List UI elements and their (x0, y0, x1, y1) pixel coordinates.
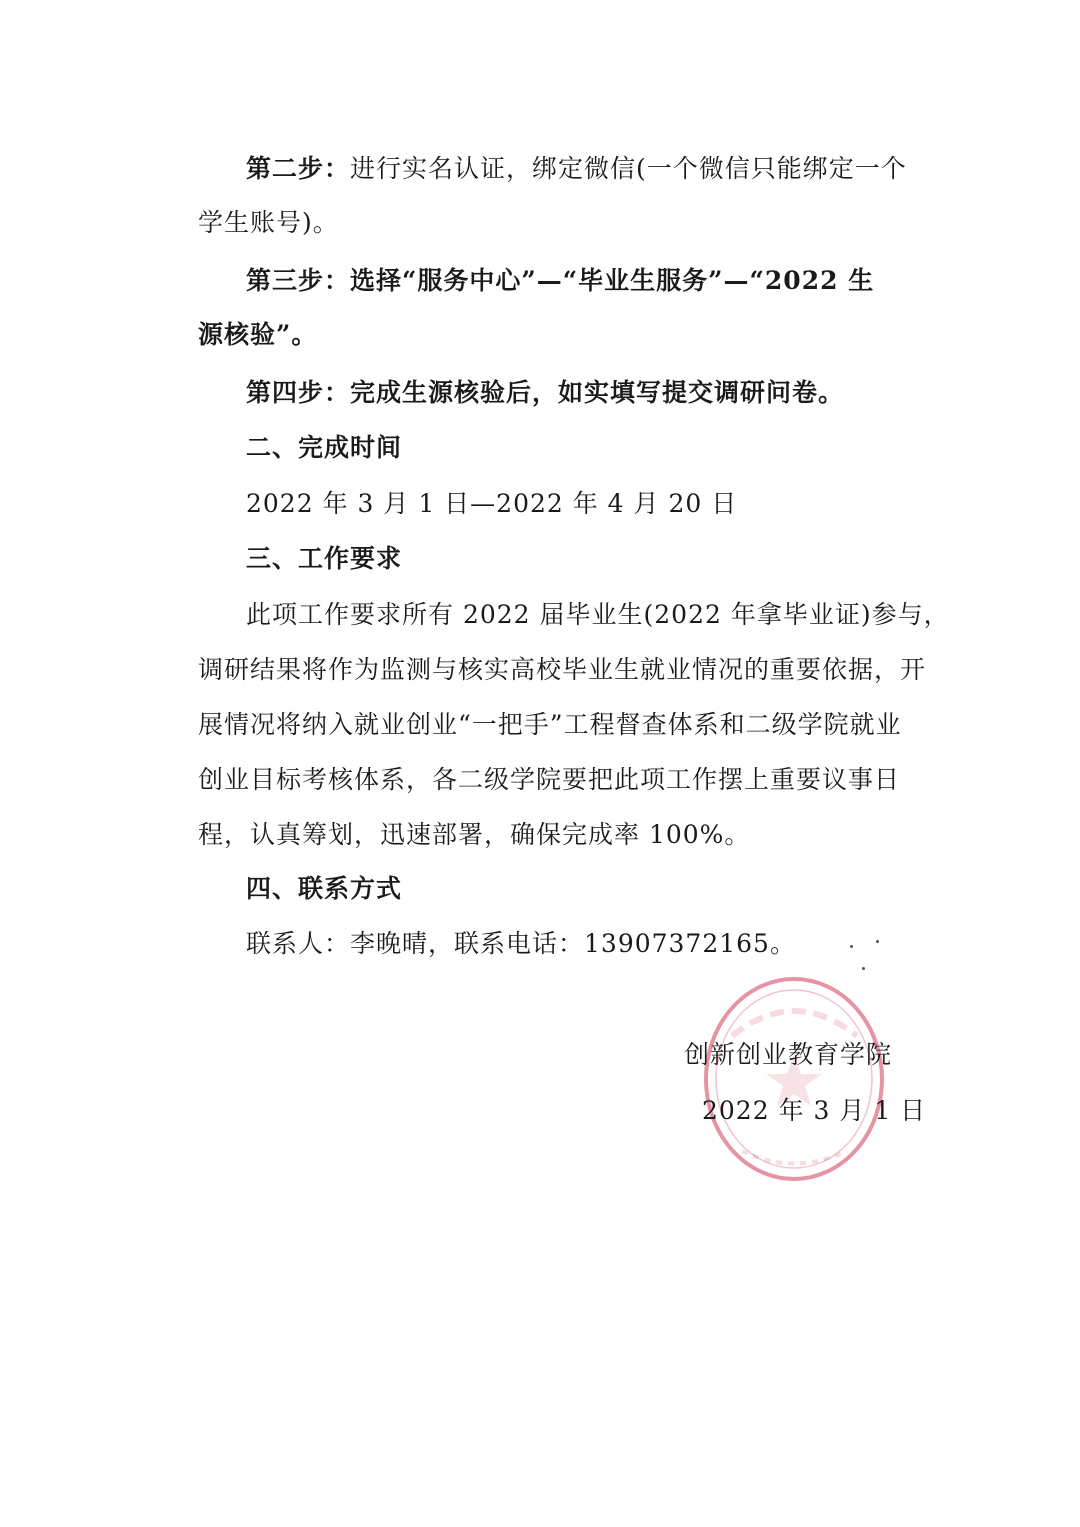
section3-line: 创业目标考核体系，各二级学院要把此项工作摆上重要议事日 (198, 765, 901, 794)
scan-speck (862, 967, 865, 970)
section3-line: 此项工作要求所有 2022 届毕业生(2022 年拿毕业证)参与， (246, 600, 950, 629)
step2-line2: 学生账号)。 (198, 208, 339, 237)
section2-text: 2022 年 3 月 1 日—2022 年 4 月 20 日 (246, 489, 738, 518)
scan-speck (850, 945, 853, 948)
signature-org: 创新创业教育学院 (684, 1040, 893, 1069)
step3-text: 选择“服务中心”—“毕业生服务”—“2022 生 (350, 266, 875, 295)
step4-line (246, 376, 844, 410)
step3-line1 (246, 264, 874, 298)
section4-heading: 四、联系方式 (246, 874, 403, 903)
section2-heading: 二、完成时间 (246, 433, 403, 462)
section3-line: 展情况将纳入就业创业“一把手”工程督查体系和二级学院就业 (198, 710, 902, 739)
signature-date: 2022 年 3 月 1 日 (702, 1096, 927, 1125)
section3-line: 程，认真筹划，迅速部署，确保完成率 100%。 (198, 820, 751, 849)
section3-heading: 三、工作要求 (246, 544, 403, 573)
scan-speck (876, 940, 879, 943)
step2-label: 第二步： (246, 154, 351, 183)
section3-line: 调研结果将作为监测与核实高校毕业生就业情况的重要依据，开 (198, 655, 927, 684)
step4-label: 第四步： (246, 378, 351, 407)
step2-text: 进行实名认证，绑定微信(一个微信只能绑定一个 (350, 154, 907, 183)
official-seal-stamp (702, 976, 886, 1182)
section4-text: 联系人：李晚晴，联系电话：13907372165。 (246, 929, 796, 958)
step4-text: 完成生源核验后，如实填写提交调研问卷。 (350, 378, 845, 407)
step2-line1 (246, 152, 907, 186)
step3-label: 第三步： (246, 266, 351, 295)
step3-line2: 源核验”。 (198, 320, 318, 349)
